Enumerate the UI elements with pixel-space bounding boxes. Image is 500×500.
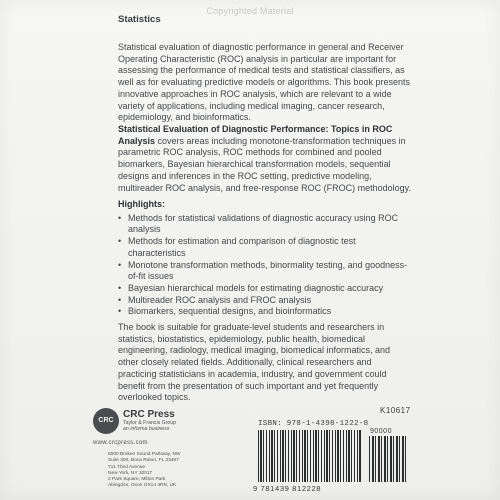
audience-paragraph: The book is suitable for graduate-level students and researchers in statistics, biostatistics, epidemiology, public health, biomedical engineering, radiology, medical imaging, biomedical informatics, and other closely related fields. Additionally, clinical researchers and practicing statisticians in academia, industry, and government could benefit from the presentation of such important and yet frequently overlooked topics. — [118, 322, 390, 403]
publisher-address — [108, 452, 248, 490]
category-label: Statistics — [118, 14, 161, 25]
address-line: Suite 300, Boca Raton, FL 33487 — [108, 458, 179, 464]
crc-logo-icon: CRC — [93, 408, 119, 434]
catalog-code: K10617 — [380, 406, 411, 415]
highlights-section — [118, 199, 412, 318]
publisher-business: an informa business — [123, 426, 170, 432]
barcode-digits: 9 781439 812228 — [253, 484, 322, 493]
highlights-list — [118, 213, 412, 318]
publisher-group: Taylor & Francis Group — [123, 420, 177, 426]
barcode-bars — [258, 430, 361, 482]
copyright-watermark: Copyrighted Material — [206, 6, 294, 16]
highlight-item: • Biomarkers, sequential designs, and bioinformatics — [118, 306, 412, 318]
address-line: Abingdon, Oxon OX14 4RN, UK — [108, 483, 177, 489]
highlights-title: Highlights: — [118, 199, 165, 209]
isbn-text: ISBN: 978-1-4398-1222-8 — [258, 420, 369, 428]
publisher-website: www.crcpress.com — [93, 440, 148, 446]
scope-paragraph — [118, 124, 412, 194]
book-title-bold: Statistical Evaluation of Diagnostic Performance: Topics in ROC Analysis — [118, 124, 393, 146]
highlight-item: • Methods for estimation and comparison of diagnostic test characteristics — [118, 236, 412, 259]
highlight-item: • Multireader ROC analysis and FROC analysis — [118, 295, 412, 307]
highlight-item: • Methods for statistical validations of diagnostic accuracy using ROC analysis — [118, 213, 412, 236]
address-line: 6000 Broken Sound Parkway, NW — [108, 452, 181, 457]
barcode-addon-bars — [369, 436, 407, 482]
address-line: 711 Third Avenue — [108, 464, 146, 470]
scope-text: covers areas including monotone-transformation techniques in parametric ROC analysis, ROC methods for combined and pooled biomarkers, Bayesian hierarchical transformation models, sequential designs and inferences in the ROC setting, predictive modeling, multireader ROC analysis, and free-response ROC (FROC) methodology. — [118, 135, 411, 193]
barcode-addon-digits: 90000 — [370, 428, 392, 435]
intro-paragraph: Statistical evaluation of diagnostic performance in general and Receiver Operating Characteristic (ROC) analysis in particular are important for assessing the performance of medical tests and statistical classifiers, as well as for evaluating predictive models or algorithms. This book presents innovative approaches in ROC analysis, which are relevant to a wide variety of applications, including medical imaging, cancer research, epidemiology, and bioinformatics. — [118, 42, 410, 123]
highlight-item: • Monotone transformation methods, binormality testing, and goodness-of-fit issues — [118, 260, 412, 283]
highlight-item: • Bayesian hierarchical models for estimating diagnostic accuracy — [118, 283, 412, 295]
publisher-name: CRC Press — [123, 409, 175, 420]
address-line: New York, NY 10017 — [108, 470, 153, 476]
address-line: 2 Park Square, Milton Park — [108, 477, 166, 483]
